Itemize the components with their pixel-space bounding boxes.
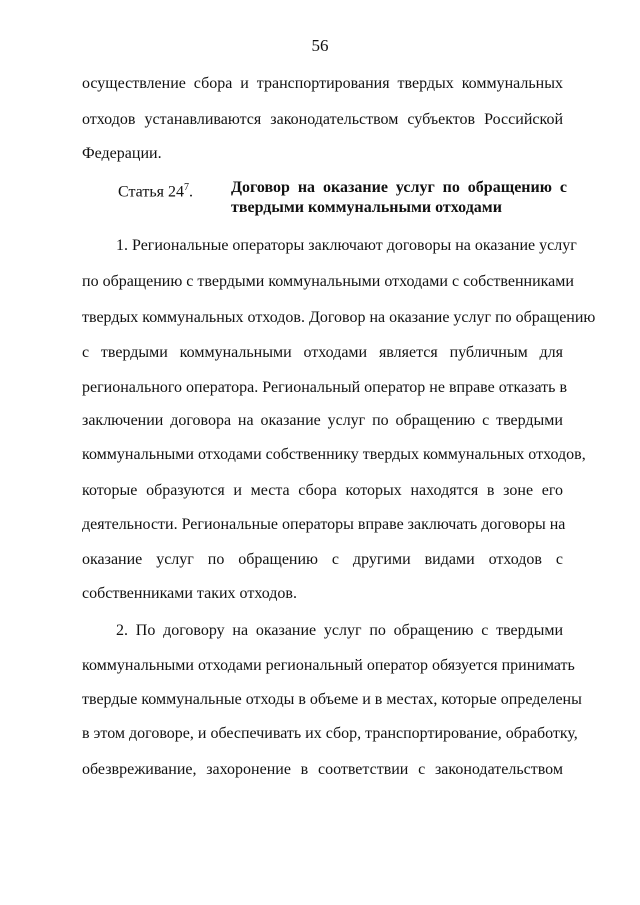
- paragraph-line: которые образуются и места сбора которых находятся в зоне его: [82, 482, 563, 499]
- text-line: отходов устанавливаются законодательством субъектов Российской: [82, 111, 563, 128]
- paragraph-line: 1. Региональные операторы заключают договоры на оказание услуг: [116, 237, 577, 254]
- text-line: Федерации.: [82, 145, 162, 162]
- paragraph-line: 2. По договору на оказание услуг по обращению с твердыми: [116, 622, 563, 639]
- article-label-suffix: .: [188, 183, 193, 201]
- paragraph-line: по обращению с твердыми коммунальными отходами с собственниками: [82, 273, 574, 290]
- article-label: [118, 178, 193, 202]
- page-number: 56: [311, 36, 329, 55]
- paragraph-line: коммунальными отходами собственнику твердых коммунальных отходов,: [82, 446, 586, 463]
- paragraph-line: оказание услуг по обращению с другими видами отходов с: [82, 551, 563, 568]
- paragraph-line: твердые коммунальные отходы в объеме и в местах, которые определены: [82, 691, 582, 708]
- paragraph-line: регионального оператора. Региональный оператор не вправе отказать в: [82, 379, 567, 396]
- article-title-line: Договор на оказание услуг по обращению с: [231, 179, 567, 196]
- paragraph-line: с твердыми коммунальными отходами является публичным для: [82, 344, 563, 361]
- paragraph-line: заключении договора на оказание услуг по обращению с твердыми: [82, 412, 563, 429]
- paragraph-line: деятельности. Региональные операторы вправе заключать договоры на: [82, 516, 566, 533]
- paragraph-line: коммунальными отходами региональный оператор обязуется принимать: [82, 657, 575, 674]
- paragraph-line: обезвреживание, захоронение в соответствии с законодательством: [82, 761, 563, 778]
- article-number: Статья 24: [118, 183, 184, 201]
- article-superscript: 7: [183, 182, 189, 193]
- paragraph-line: в этом договоре, и обеспечивать их сбор, транспортирование, обработку,: [82, 725, 578, 742]
- text-line: осуществление сбора и транспортирования твердых коммунальных: [82, 75, 563, 92]
- paragraph-line: собственниками таких отходов.: [82, 585, 297, 602]
- paragraph-line: твердых коммунальных отходов. Договор на оказание услуг по обращению: [82, 309, 596, 326]
- article-title-line: твердыми коммунальными отходами: [231, 199, 502, 216]
